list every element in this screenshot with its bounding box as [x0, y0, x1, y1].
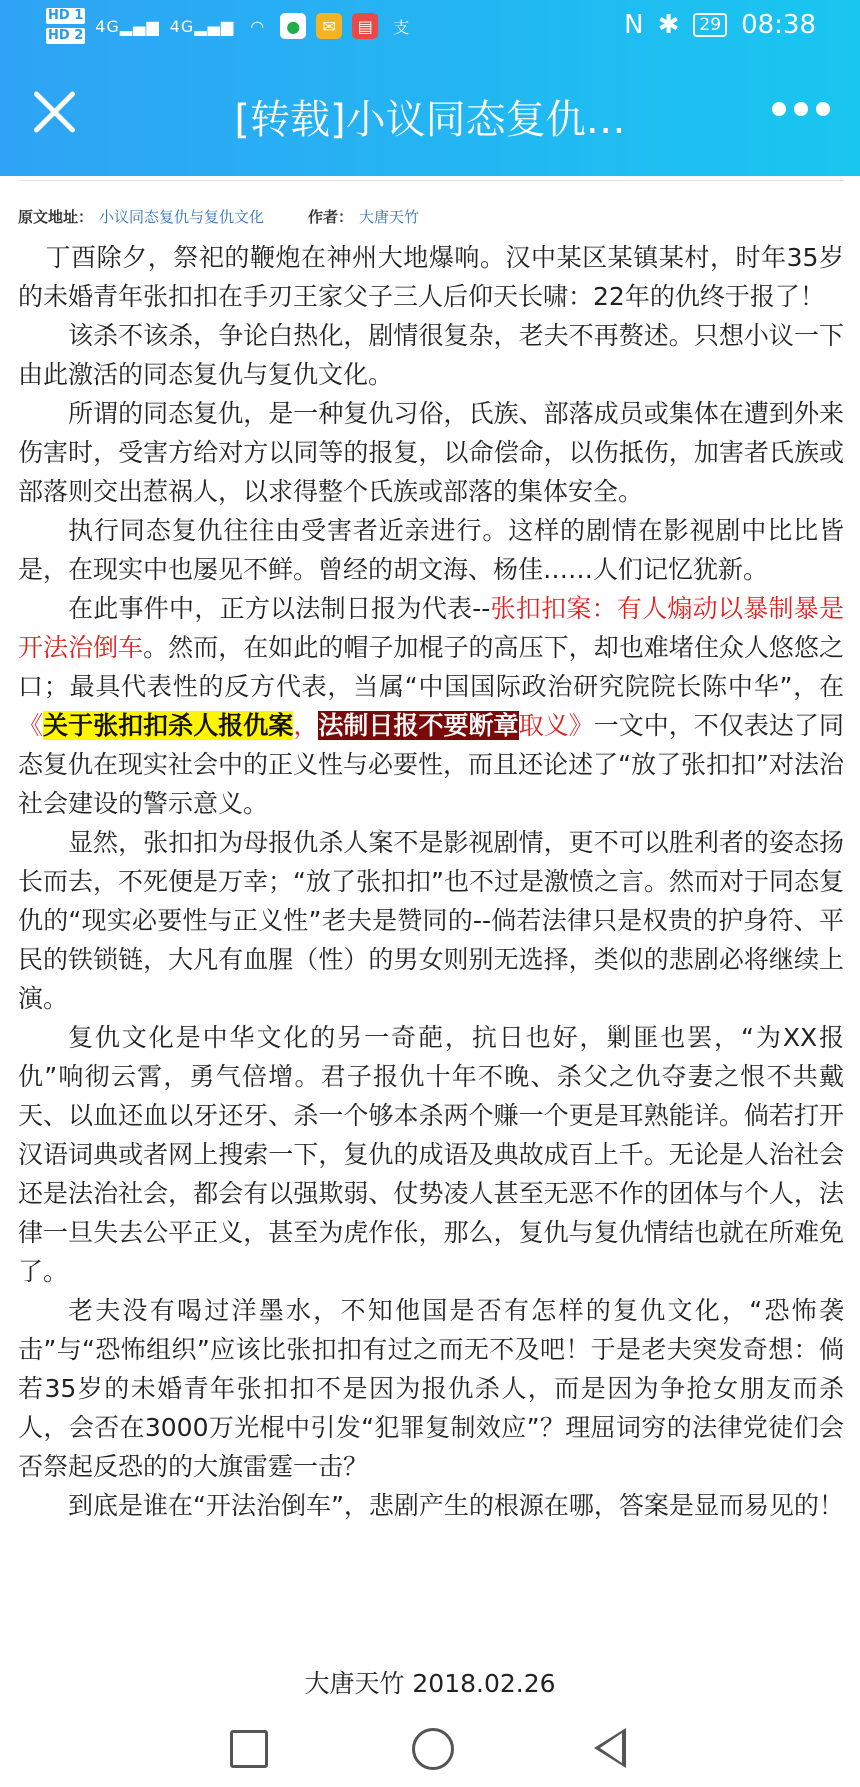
author-label: 作者：	[308, 208, 354, 226]
book-icon: ▤	[352, 13, 378, 39]
red-link-text[interactable]: 张扣扣案：有人煽动以暴制暴是开法治倒车	[18, 594, 844, 662]
nfc-icon: N	[624, 10, 644, 40]
alipay-icon: 支	[393, 17, 410, 37]
square-icon[interactable]	[230, 1730, 268, 1768]
battery-indicator: 29	[693, 13, 727, 37]
author-link[interactable]: 大唐天竹	[359, 208, 420, 226]
wechat-icon: ●	[280, 13, 306, 39]
paragraph-7: 复仇文化是中华文化的另一奇葩，抗日也好，剿匪也罢，“为XX报仇”响彻云霄，勇气倍增。君子报仇十年不晚、杀父之仇夺妻之恨不共戴天、以血还血以牙还牙、杀一个够本杀两个赚一个更是耳熟能详。倘若打开汉语词典或者网上搜索一下，复仇的成语及典故成百上千。无论是人治社会还是法治社会，都会有以强欺弱、仗势凌人甚至无恶不作的团体与个人，法律一旦失去公平正义，甚至为虎作伥，那么，复仇与复仇情结也就在所难免了。	[18, 1023, 844, 1286]
paragraph-6: 显然，张扣扣为母报仇杀人案不是影视剧情，更不可以胜利者的姿态扬长而去，不死便是万幸；“放了张扣扣”也不过是激愤之言。然而对于同态复仇的“现实必要性与正义性”老夫是赞同的--倘若法律只是权贵的护身符、平民的铁锁链，大凡有血腥（性）的男女则别无选择，类似的悲剧必将继续上演。	[18, 828, 844, 1013]
hd2-badge: HD 2	[48, 28, 84, 43]
wifi-icon: ◠	[250, 16, 265, 36]
system-nav-bar	[0, 1722, 860, 1787]
paragraph-1: 丁酉除夕，祭祀的鞭炮在神州大地爆响。汉中某区某镇某村，时年35岁的未婚青年张扣扣在手刃王家父子三人后仰天长啸：22年的仇终于报了！	[18, 243, 844, 311]
yellow-highlight[interactable]: 关于张扣扣杀人报仇案	[43, 711, 294, 740]
page-title: [转载]小议同态复仇…	[234, 97, 626, 143]
status-bar	[0, 0, 860, 58]
divider	[18, 180, 844, 181]
paragraph-4: 执行同态复仇往往由受害者近亲进行。这样的剧情在影视剧中比比皆是，在现实中也屡见不鲜。曾经的胡文海、杨佳……人们记忆犹新。	[18, 516, 844, 584]
signal2-icon: 4G▂▄▆	[169, 16, 235, 36]
more-icon[interactable]	[772, 102, 830, 116]
triangle-back-icon[interactable]	[594, 1728, 626, 1768]
app-header	[0, 58, 860, 176]
signature: 大唐天竹 2018.02.26	[304, 1669, 556, 1698]
article-meta	[18, 206, 463, 227]
mail-icon: ✉	[316, 13, 342, 39]
paragraph-5: 在此事件中，正方以法制日报为代表--张扣扣案：有人煽动以暴制暴是开法治倒车。然而，在如此的帽子加棍子的高压下，却也难堵住众人悠悠之口；最具代表性的反方代表，当属“中国国际政治研究院院长陈中华”，在《关于张扣扣杀人报仇案，法制日报不要断章取义》一文中，不仅表达了同态复仇在现实社会中的正义性与必要性，而且还论述了“放了张扣扣”对法治社会建设的警示意义。	[18, 594, 844, 818]
source-label: 原文地址：	[18, 208, 94, 226]
source-link[interactable]: 小议同态复仇与复仇文化	[99, 208, 265, 226]
article-body	[18, 238, 844, 1525]
clock-time: 08:38	[741, 10, 816, 40]
hd-indicator	[46, 6, 85, 46]
circle-icon[interactable]	[412, 1728, 454, 1770]
hd1-badge: HD 1	[48, 8, 84, 23]
bluetooth-icon: ✱	[657, 10, 680, 40]
paragraph-3: 所谓的同态复仇，是一种复仇习俗，氏族、部落成员或集体在遭到外来伤害时，受害方给对方以同等的报复，以命偿命，以伤抵伤，加害者氏族或部落则交出惹祸人，以求得整个氏族或部落的集体安全。	[18, 399, 844, 506]
paragraph-9: 到底是谁在“开法治倒车”，悲剧产生的根源在哪，答案是显而易见的！	[68, 1491, 844, 1520]
signal1-icon: 4G▂▄▆	[95, 16, 160, 36]
paragraph-8: 老夫没有喝过洋墨水，不知他国是否有怎样的复仇文化，“恐怖袭击”与“恐怖组织”应该比张扣扣有过之而无不及吧！于是老夫突发奇想：倘若35岁的未婚青年张扣扣不是因为报仇杀人，而是因为争抢女朋友而杀人，会否在3000万光棍中引发“犯罪复制效应”？理屈词穷的法律党徒们会否祭起反恐的的大旗雷霆一击？	[18, 1296, 844, 1481]
paragraph-2: 该杀不该杀，争论白热化，剧情很复杂，老夫不再赘述。只想小议一下由此激活的同态复仇与复仇文化。	[18, 321, 844, 389]
dark-highlight[interactable]: 法制日报不要断章	[318, 711, 519, 740]
